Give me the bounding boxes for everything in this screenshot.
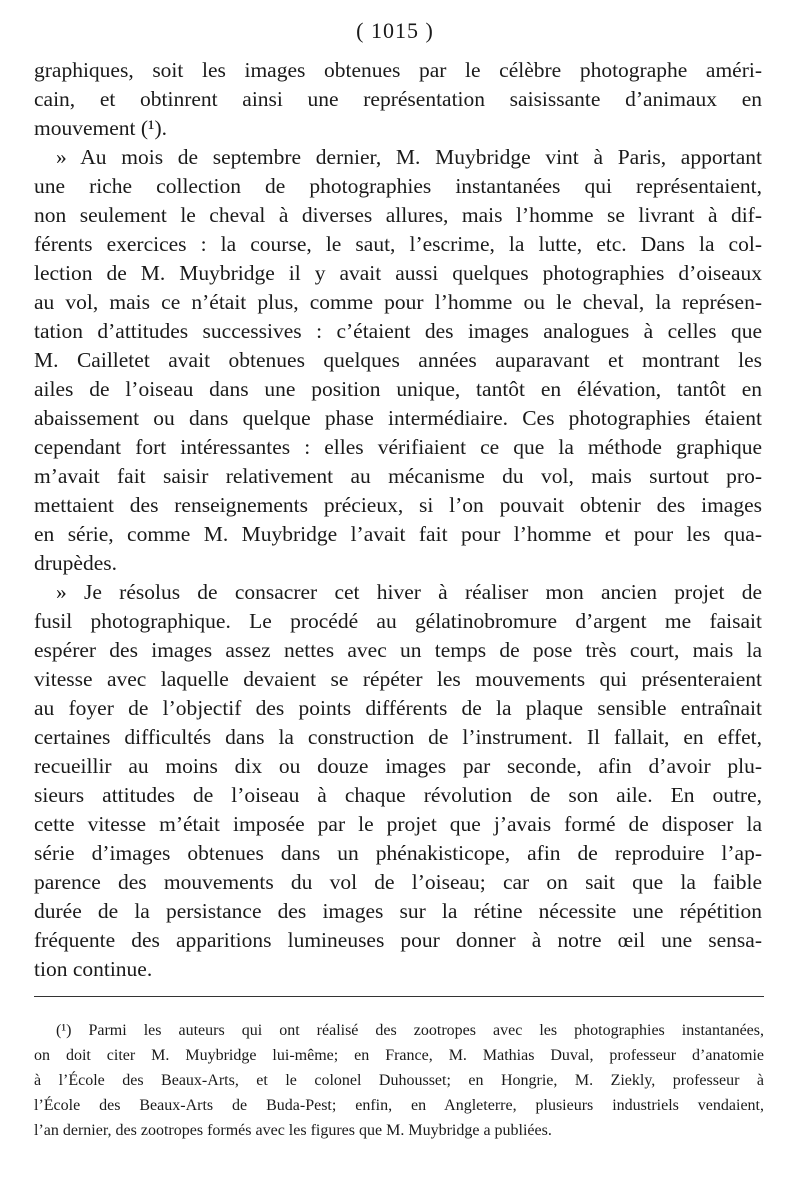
text-line: non seulement le cheval à diverses allures, mais l’homme se livrant à dif-	[34, 203, 762, 227]
text-line: drupèdes.	[34, 551, 117, 575]
text-line: cain, et obtinrent ainsi une représentation saisissante d’animaux en	[34, 87, 762, 111]
footnote-divider	[34, 996, 764, 997]
text-line: espérer des images assez nettes avec un temps de pose très court, mais la	[34, 638, 762, 662]
text-line: M. Cailletet avait obtenues quelques années auparavant et montrant les	[34, 348, 762, 372]
body-text	[34, 56, 762, 984]
text-line: fréquente des apparitions lumineuses pour donner à notre œil une sensa-	[34, 928, 762, 952]
text-line: au foyer de l’objectif des points différents de la plaque sensible entraînait	[34, 696, 762, 720]
text-line: lection de M. Muybridge il y avait aussi quelques photographies d’oiseaux	[34, 261, 762, 285]
text-line: cette vitesse m’était imposée par le projet que j’avais formé de disposer la	[34, 812, 762, 836]
text-line: une riche collection de photographies instantanées qui représentaient,	[34, 174, 762, 198]
text-line: graphiques, soit les images obtenues par le célèbre photographe améri-	[34, 58, 762, 82]
footnote-line: l’an dernier, des zootropes formés avec les figures que M. Muybridge a publiées.	[34, 1122, 552, 1139]
footnote-line: à l’École des Beaux-Arts, et le colonel Duhousset; en Hongrie, M. Ziekly, professeur à	[34, 1072, 764, 1089]
footnote-line: (¹) Parmi les auteurs qui ont réalisé des zootropes avec les photographies instantanées,	[56, 1022, 764, 1039]
page-number: ( 1015 )	[356, 18, 434, 43]
footnote-line: on doit citer M. Muybridge lui-même; en France, M. Mathias Duval, professeur d’anatomie	[34, 1047, 764, 1064]
text-line: en série, comme M. Muybridge l’avait fait pour l’homme et pour les qua-	[34, 522, 762, 546]
text-line: ailes de l’oiseau dans une position unique, tantôt en élévation, tantôt en	[34, 377, 762, 401]
footnote-line: l’École des Beaux-Arts de Buda-Pest; enfin, en Angleterre, plusieurs industriels vendaient,	[34, 1097, 764, 1114]
text-line: abaissement ou dans quelque phase intermédiaire. Ces photographies étaient	[34, 406, 762, 430]
text-line: tion continue.	[34, 957, 153, 981]
text-line: mettaient des renseignements précieux, si l’on pouvait obtenir des images	[34, 493, 762, 517]
text-line: vitesse avec laquelle devaient se répéter les mouvements qui présenteraient	[34, 667, 762, 691]
text-line: série d’images obtenues dans un phénakisticope, afin de reproduire l’ap-	[34, 841, 762, 865]
text-line: » Au mois de septembre dernier, M. Muybridge vint à Paris, apportant	[56, 145, 762, 169]
text-line: fusil photographique. Le procédé au gélatinobromure d’argent me faisait	[34, 609, 762, 633]
text-line: cependant fort intéressantes : elles vérifiaient ce que la méthode graphique	[34, 435, 762, 459]
text-line: recueillir au moins dix ou douze images par seconde, afin d’avoir plu-	[34, 754, 762, 778]
text-line: férents exercices : la course, le saut, l’escrime, la lutte, etc. Dans la col-	[34, 232, 762, 256]
text-line: certaines difficultés dans la construction de l’instrument. Il fallait, en effet,	[34, 725, 762, 749]
text-line: parence des mouvements du vol de l’oiseau; car on sait que la faible	[34, 870, 762, 894]
text-line: au vol, mais ce n’était plus, comme pour l’homme ou le cheval, la représen-	[34, 290, 762, 314]
text-line: » Je résolus de consacrer cet hiver à réaliser mon ancien projet de	[56, 580, 762, 604]
text-line: mouvement (¹).	[34, 116, 168, 140]
text-line: sieurs attitudes de l’oiseau à chaque révolution de son aile. En outre,	[34, 783, 762, 807]
text-line: durée de la persistance des images sur la rétine nécessite une répétition	[34, 899, 762, 923]
footnotes	[34, 1018, 764, 1143]
text-line: tation d’attitudes successives : c’étaient des images analogues à celles que	[34, 319, 762, 343]
text-line: m’avait fait saisir relativement au mécanisme du vol, mais surtout pro-	[34, 464, 762, 488]
